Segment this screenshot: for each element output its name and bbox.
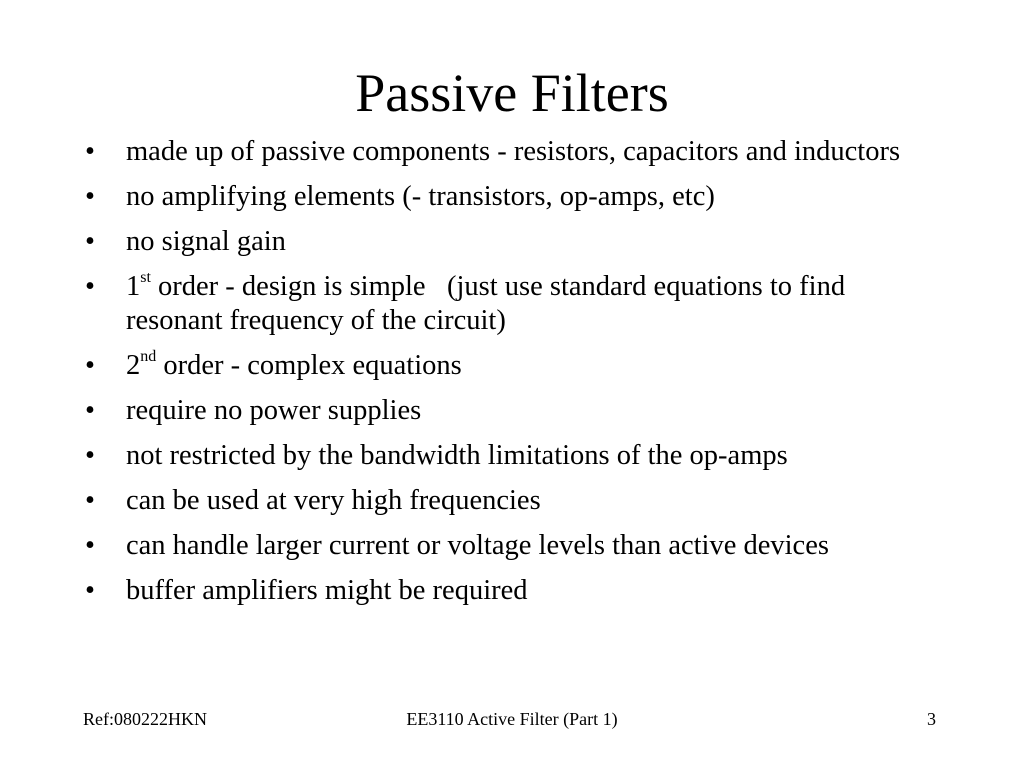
bullet-list (85, 135, 945, 619)
bullet-dot: • (85, 136, 95, 167)
bullet-dot: • (85, 440, 95, 471)
ordinal-suffix: st (140, 268, 151, 286)
bullet-text: can be used at very high frequencies (126, 485, 541, 516)
bullet-dot: • (85, 271, 95, 302)
bullet-text: no signal gain (126, 226, 286, 257)
bullet-dot: • (85, 575, 95, 606)
slide-title: Passive Filters (355, 63, 669, 123)
bullet-dot: • (85, 395, 95, 426)
bullet-item (85, 270, 945, 338)
ordinal-number: 2 (126, 350, 141, 381)
bullet-text: require no power supplies (126, 395, 422, 426)
bullet-item (85, 574, 945, 608)
bullet-dot: • (85, 485, 95, 516)
footer-reference: Ref:080222HKN (83, 709, 207, 729)
bullet-dot: • (85, 530, 95, 561)
bullet-body: order - design is simple (just use standard equations to find resonant frequency of the circuit) (126, 271, 853, 336)
bullet-text: can handle larger current or voltage levels than active devices (126, 530, 829, 561)
bullet-item (85, 394, 945, 428)
page-number: 3 (927, 709, 936, 729)
bullet-text (126, 270, 945, 338)
bullet-text: buffer amplifiers might be required (126, 575, 528, 606)
bullet-item (85, 225, 945, 259)
bullet-item (85, 484, 945, 518)
ordinal-number: 1 (126, 271, 141, 302)
bullet-dot: • (85, 226, 95, 257)
bullet-item (85, 439, 945, 473)
bullet-item (85, 349, 945, 383)
ordinal-suffix: nd (140, 347, 157, 365)
bullet-text (126, 349, 945, 383)
footer-course-title: EE3110 Active Filter (Part 1) (406, 709, 618, 729)
bullet-dot: • (85, 181, 95, 212)
bullet-text: no amplifying elements (- transistors, op-amps, etc) (126, 181, 715, 212)
bullet-text: made up of passive components - resistors, capacitors and inductors (126, 136, 901, 167)
bullet-dot: • (85, 350, 95, 381)
bullet-item (85, 180, 945, 214)
bullet-item (85, 135, 945, 169)
bullet-text: not restricted by the bandwidth limitations of the op-amps (126, 440, 788, 471)
bullet-body: order - complex equations (156, 350, 462, 381)
bullet-item (85, 529, 945, 563)
